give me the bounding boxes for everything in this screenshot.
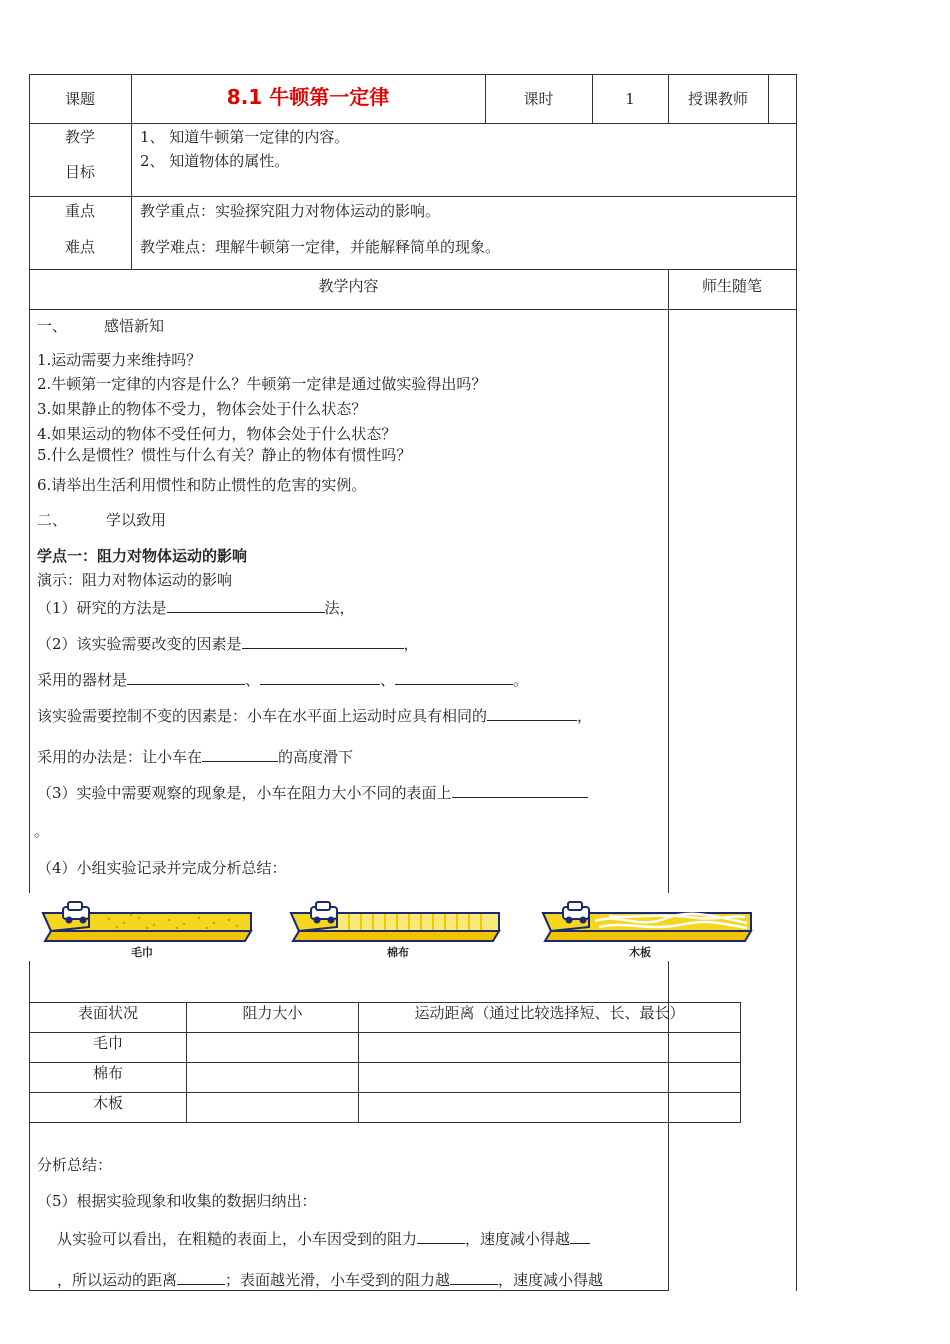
conclusion-line-1b: ，速度减小得越 (465, 1230, 571, 1248)
board-label-wood: 木板 (629, 946, 651, 959)
analysis-label: 分析总结： (37, 1156, 113, 1174)
row-divider-columns (29, 309, 797, 310)
control-line (37, 704, 592, 726)
period-label: 课时 (523, 90, 554, 108)
observation-text: （3）实验中需要观察的现象是，小车在阻力大小不同的表面上 (37, 784, 452, 802)
equipment-line (37, 668, 528, 690)
record-table-header (30, 1003, 741, 1033)
goal-item-2: 2、 知道物体的属性。 (140, 152, 290, 170)
col-divider-teacher-value (768, 74, 769, 124)
goal-item-1: 1、 知道牛顿第一定律的内容。 (140, 128, 350, 146)
row-surface-wood: 木板 (30, 1093, 187, 1123)
table-row (30, 1033, 741, 1063)
question-method-text: （1）研究的方法是 (37, 599, 167, 617)
question-1: 1.运动需要力来维持吗？ (37, 351, 202, 369)
method-line (37, 745, 353, 767)
cell-resistance-wood[interactable] (187, 1093, 359, 1123)
control-blank[interactable] (487, 704, 577, 721)
question-6: 6.请举出生活利用惯性和防止惯性的危害的实例。 (37, 476, 367, 494)
smooth-resistance-blank[interactable] (450, 1268, 498, 1285)
resistance-blank[interactable] (417, 1227, 465, 1244)
height-blank[interactable] (202, 745, 278, 762)
col-divider-notes (668, 269, 669, 1291)
group-record-line: （4）小组实验记录并完成分析总结： (37, 859, 287, 877)
period-value: 1 (625, 90, 635, 108)
cotton-board (291, 902, 499, 941)
table-right-border (796, 74, 797, 1291)
method-blank[interactable] (167, 596, 325, 613)
goals-label-line1: 教学 (64, 128, 95, 146)
section2-heading-num: 二、 (37, 511, 68, 529)
cell-distance-wood[interactable] (359, 1093, 741, 1123)
question-variable-text: （2）该实验需要改变的因素是 (37, 635, 242, 653)
teacher-label: 授课教师 (687, 90, 748, 108)
table-top-border (29, 74, 797, 75)
row-surface-towel: 毛巾 (30, 1033, 187, 1063)
question-4: 4.如果运动的物体不受任何力，物体会处于什么状态？ (37, 425, 397, 443)
row-divider-header (29, 123, 797, 124)
cell-resistance-cotton[interactable] (187, 1063, 359, 1093)
equipment-sep-1: 、 (245, 671, 261, 689)
question-variable (37, 632, 419, 654)
demo-line: 演示：阻力对物体运动的影响 (37, 571, 233, 589)
control-suffix: ， (577, 707, 593, 725)
learning-point-1: 学点一：阻力对物体运动的影响 (37, 547, 248, 565)
conclusion-line-1a: 从实验可以看出，在粗糙的表面上，小车因受到的阻力 (57, 1230, 418, 1248)
goals-label-line2: 目标 (64, 163, 95, 181)
equipment-sep-2: 、 (380, 671, 396, 689)
focus-label-line2: 难点 (64, 238, 95, 256)
method-suffix: 的高度滑下 (278, 748, 354, 766)
cell-distance-cotton[interactable] (359, 1063, 741, 1093)
equipment-blank-3[interactable] (395, 668, 513, 685)
equipment-blank-1[interactable] (127, 668, 245, 685)
method-text: 采用的办法是：让小车在 (37, 748, 203, 766)
question-2: 2.牛顿第一定律的内容是什么？牛顿第一定律是通过做实验得出吗？ (37, 375, 487, 393)
towel-board (43, 902, 251, 941)
header-surface: 表面状况 (30, 1003, 187, 1033)
row-divider-focus (29, 269, 797, 270)
speed-blank[interactable] (570, 1227, 590, 1244)
content-column-header: 教学内容 (318, 277, 379, 295)
question-variable-suffix: ， (403, 635, 419, 653)
observation-line (37, 781, 588, 803)
question-method-suffix: 法， (324, 599, 355, 617)
lesson-title: 8.1 牛顿第一定律 (226, 85, 390, 109)
control-text: 该实验需要控制不变的因素是：小车在水平面上运动时应具有相同的 (37, 707, 488, 725)
row-divider-goals (29, 196, 797, 197)
board-label-towel: 毛巾 (131, 946, 153, 959)
conclusion-line-2 (57, 1268, 603, 1290)
section2-heading: 学以致用 (106, 511, 167, 529)
table-row (30, 1063, 741, 1093)
question-5: 5.什么是惯性？惯性与什么有关？静止的物体有惯性吗？ (37, 446, 412, 464)
row-surface-cotton: 棉布 (30, 1063, 187, 1093)
topic-label: 课题 (64, 90, 95, 108)
equipment-suffix: 。 (513, 671, 529, 689)
question-method (37, 596, 355, 618)
conclusion-line-2c: ，速度减小得越 (498, 1271, 604, 1289)
conclusion-line-2a: ，所以运动的距离 (57, 1271, 178, 1289)
section1-heading: 感悟新知 (104, 317, 165, 335)
conclusion-line-1 (57, 1227, 590, 1249)
table-row (30, 1093, 741, 1123)
observation-end: 。 (34, 822, 50, 840)
question-3: 3.如果静止的物体不受力，物体会处于什么状态？ (37, 400, 367, 418)
record-table (29, 1002, 741, 1123)
header-distance: 运动距离（通过比较选择短、长、最长） (359, 1003, 741, 1033)
board-label-cotton: 棉布 (387, 946, 409, 959)
header-resistance: 阻力大小 (187, 1003, 359, 1033)
difficulty-point: 教学难点：理解牛顿第一定律，并能解释简单的现象。 (140, 238, 501, 256)
section1-heading-num: 一、 (37, 317, 68, 335)
focus-label-line1: 重点 (64, 202, 95, 220)
wood-board (543, 902, 751, 941)
key-point: 教学重点：实验探究阻力对物体运动的影响。 (140, 202, 441, 220)
equipment-blank-2[interactable] (260, 668, 380, 685)
equipment-text: 采用的器材是 (37, 671, 128, 689)
table-bottom-border (29, 1290, 669, 1291)
cell-distance-towel[interactable] (359, 1033, 741, 1063)
cell-resistance-towel[interactable] (187, 1033, 359, 1063)
variable-blank[interactable] (242, 632, 404, 649)
conclusion-line-2b: ；表面越光滑，小车受到的阻力越 (225, 1271, 451, 1289)
conclusion-prompt: （5）根据实验现象和收集的数据归纳出： (37, 1192, 317, 1210)
observation-blank[interactable] (452, 781, 588, 798)
experiment-illustration (29, 893, 796, 961)
distance-blank[interactable] (177, 1268, 225, 1285)
notes-column-header: 师生随笔 (701, 277, 762, 295)
